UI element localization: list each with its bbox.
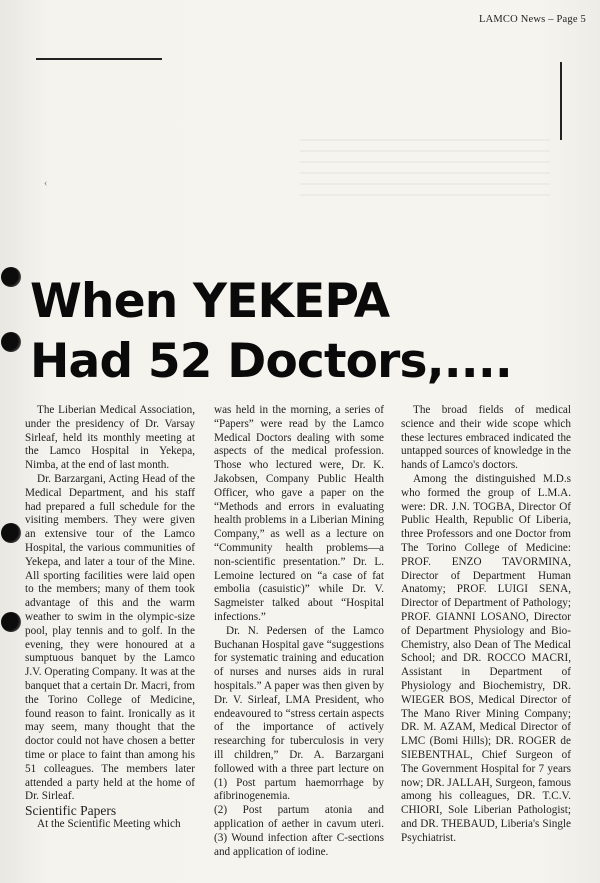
punch-hole bbox=[1, 332, 21, 352]
paragraph: Dr. N. Pedersen of the Lamco Buchanan Hospital gave “suggestions for systematic training and education of nurses and nurses aids in rural hospitals.” A paper was then given by Dr. V. Sirleaf, LMA President, who endeavoured to “stress certain aspects of the importance of actively researching for tuberculosis in very ill children,” Dr. A. Barzargani followed with a three part lecture on (1) Post partum haemorrhage by afibrinogenemia. bbox=[214, 624, 384, 803]
paragraph: Among the distinguished M.D.s who formed the group of L.M.A. were: DR. J.N. TOGBA, Director Of Public Health, Republic Of Liberia, three Professors and one Doctor from The Torino College of Medicine: PROF. ENZO TAVORMINA, Director of Department Human Anatomy; PROF. LUIGI SENA, Director of Department of Pathology; PROF. GIANNI LOSANO, Director of Department Physiology and Bio-Chemistry, also Dean of The Medical School; and DR. ROCCO MACRI, Assistant in Department of Physiology and Biochemistry, DR. WIEGER BOS, Medical Director of The Mano River Mining Company; DR. M. AZAM, Medical Director of LMC (Bomi Hills); DR. ROGER de SIEBENTHAL, Chief Surgeon of The Government Hospital for 7 years now; DR. JALLAH, Surgeon, famous among his colleagues, DR. T.C.V. CHIORI, Sole Liberian Pathologist; and DR. THEBAUD, Liberia's Single Psychiatrist. bbox=[401, 472, 571, 844]
punch-hole bbox=[1, 612, 21, 632]
paragraph: At the Scientific Meeting which bbox=[37, 817, 181, 830]
paragraph: Dr. Barzargani, Acting Head of the Medical Department, and his staff had prepared a full schedule for the visiting members. They were given an extensive tour of the Lamco Hospital, the various communities of Yekepa, and later a tour of the Mine. All sporting facilities were laid open to the members; many of them took advantage of this and the warm weather to swim in the olympic-size pool, play tennis and to golf. In the evening, they were honoured at a sumptuous banquet by the Lamco J.V. Operating Company. It was at the banquet that a certain Dr. Macri, from the Torino College of Medicine, found reason to faint. Ironically as it may seem, many thought that the doctor could not have chosen a better time or place to faint than among his 51 colleagues. The members later attended a party held at the home of Dr. Sirleaf. bbox=[25, 472, 195, 803]
punch-hole bbox=[1, 267, 21, 287]
bleed-through-lines bbox=[300, 130, 550, 205]
paragraph: The Liberian Medical Association, under the presidency of Dr. Varsay Sirleaf, held its monthly meeting at the Lamco Hospital in Yekepa, Nimba, at the end of last month. bbox=[25, 404, 195, 472]
article-column-3 bbox=[401, 404, 571, 846]
article-column-1 bbox=[25, 404, 195, 832]
punch-hole bbox=[1, 523, 21, 543]
paragraph: The broad fields of medical science and their wide scope which these lectures embraced indicated the untapped sources of knowledge in the hands of Lamco's doctors. bbox=[401, 404, 571, 472]
article-column-2 bbox=[214, 404, 384, 859]
section-subhead: Scientific Papers bbox=[25, 803, 117, 819]
paper-speck: ‹ bbox=[44, 178, 48, 189]
headline-line-2: Had 52 Doctors,.... bbox=[30, 334, 512, 389]
paragraph: was held in the morning, a series of “Papers” were read by the Lamco Medical Doctors dealing with some aspects of the medical profession. Those who lectured were, Dr. K. Jakobsen, Company Public Health Officer, who gave a paper on the “Methods and errors in evaluating health problems in a Liberian Mining Company,” as well as a lecture on “Community health problems—a non-scientific presentation.” Dr. L. Lemoine lectured on “a case of fat embolia (casuistic)” while Dr. V. Sagmeister talked about “Hospital infections.” bbox=[214, 404, 384, 623]
running-head: LAMCO News – Page 5 bbox=[478, 14, 586, 25]
paragraph: (2) Post partum atonia and application of aether in cavum uteri. (3) Wound infection after C-sections and application of iodine. bbox=[214, 804, 384, 858]
right-rule bbox=[560, 62, 562, 140]
headline-line-1: When YEKEPA bbox=[30, 274, 390, 329]
bleed-through bbox=[60, 60, 540, 100]
headline bbox=[30, 272, 590, 392]
